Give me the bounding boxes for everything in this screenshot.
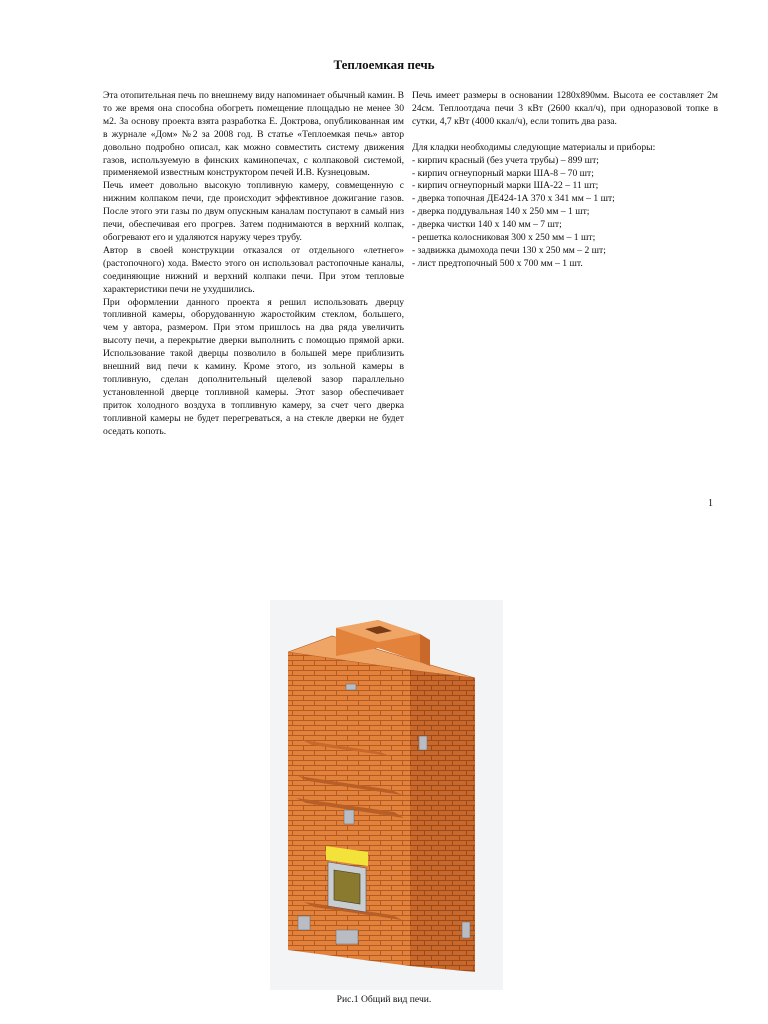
figure-caption: Рис.1 Общий вид печи. <box>336 994 432 1005</box>
list-item: - дверка поддувальная 140 х 250 мм – 1 шт; <box>412 206 590 218</box>
cleaning-door-icon <box>298 916 310 930</box>
list-item: - дверка топочная ДЕ424-1А 370 х 341 мм – 1 шт; <box>412 193 615 205</box>
paragraph-dimensions: Печь имеет размеры в основании 1280х890мм. Высота ее составляет 2м 24см. Теплоотдача печи 3 кВт (2600 ккал/ч), при одноразовой топке в сутки, 4,7 кВт (4000 ккал/ч), если топить два раза. <box>412 90 718 127</box>
paragraph-chamber: Печь имеет довольно высокую топливную камеру, совмещенную с нижним колпаком печи, где происходит эффективное дожигание газов. После этого эти газы по двум опускным каналам поступают в самый низ печи, обеспечивая его прогрев. Затем поднимаются в верхний колпак, обогревают его и удаляются наружу через трубу. <box>103 180 404 243</box>
paragraph-door: При оформлении данного проекта я решил использовать дверцу топливной камеры, оборудованную жаростойким стеклом, большего, чем у автора, размером. При этом пришлось на два ряда увеличить высоту печи, а перекрытие дверки выполнить с помощью прямой арки. Использование такой дверцы позволило в большей мере приблизить внешний вид печи к камину. Кроме этого, из зольной камеры в топливную, сделан дополнительный щелевой зазор параллельно установленной дверце топливной камеры. Этот зазор обеспечивает приток холодного воздуха в топливную камеру, за счет чего дверка топливной камеры не будет перегреваться, а на стекле дверки не будет оседать копоть. <box>103 296 404 437</box>
right-column <box>412 90 718 271</box>
document-title: Теплоемкая печь <box>333 57 435 72</box>
left-column <box>103 90 404 438</box>
cleaning-door-icon <box>419 736 427 750</box>
list-item: - решетка колосниковая 300 х 250 мм – 1 шт; <box>412 232 596 244</box>
materials-intro: Для кладки необходимы следующие материалы и приборы: <box>412 141 656 153</box>
list-item: - кирпич красный (без учета трубы) – 899 шт; <box>412 154 599 166</box>
list-item: - кирпич огнеупорный марки ША-22 – 11 шт; <box>412 180 599 192</box>
list-item: - лист предтопочный 500 х 700 мм – 1 шт. <box>412 257 583 269</box>
damper-plate-icon <box>346 684 356 690</box>
list-item: - кирпич огнеупорный марки ША-8 – 70 шт; <box>412 167 594 179</box>
stove-figure <box>270 600 503 990</box>
firebox-glass <box>334 870 360 904</box>
cleaning-door-icon <box>462 922 470 938</box>
page-number: 1 <box>708 498 713 509</box>
brick-stove-illustration-icon <box>270 600 503 990</box>
ash-door-icon <box>336 930 358 944</box>
list-item: - задвижка дымохода печи 130 х 250 мм – 2 шт; <box>412 244 606 256</box>
cleaning-door-icon <box>344 810 354 824</box>
materials-list <box>412 155 718 271</box>
list-item: - дверка чистки 140 х 140 мм – 7 шт; <box>412 219 562 231</box>
paragraph-intro: Эта отопительная печь по внешнему виду напоминает обычный камин. В то же время она способна обогреть помещение площадью не менее 30 м2. За основу проекта взята разработка Е. Доктрова, опубликованная им в журнале «Дом» №2 за 2008 год. В статье «Теплоемкая печь» автор довольно подробно описал, как можно совместить систему движения газов, используемую в финских каминопечах, с колпаковой системой, применяемой известным конструктором печей И.В. Кузнецовым. <box>103 90 404 179</box>
paragraph-channels: Автор в своей конструкции отказался от отдельного «летнего» (растопочного) хода. Вместо этого он использовал растопочные каналы, соединяющие нижний и верхний колпаки печи. При этом тепловые характеристики печи не ухудшились. <box>103 244 404 295</box>
